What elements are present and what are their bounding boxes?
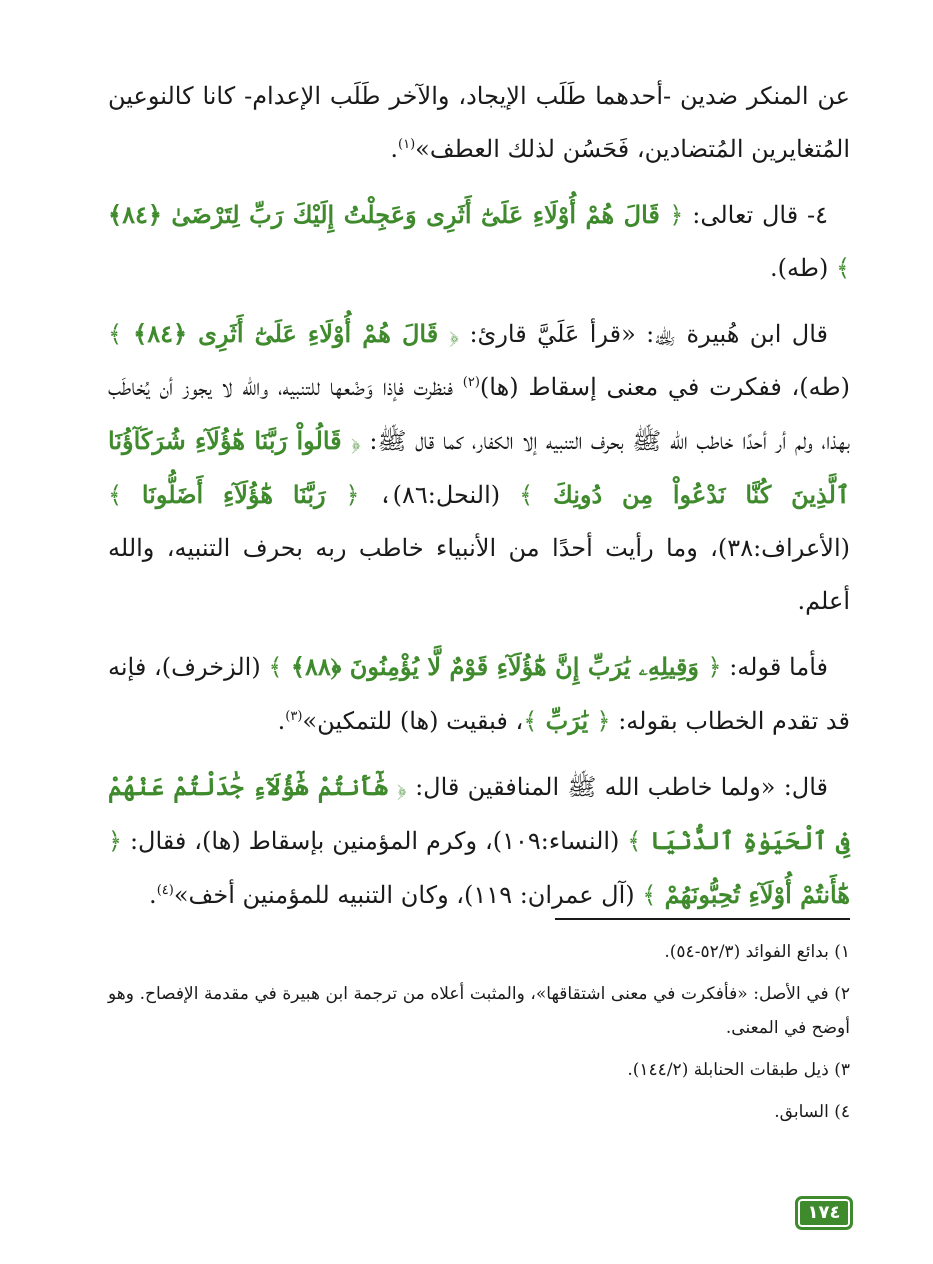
ornate-bracket: ﴾ (108, 481, 123, 509)
footnotes (108, 935, 850, 1137)
footnote-ref: (٢) (462, 375, 480, 390)
body-text: فأما قوله: (721, 653, 829, 681)
ornate-bracket: ﴾ (523, 707, 538, 735)
quran-verse: قَالَ هُمْ أُوْلَاءِ عَلَىٰٓ أَثَرِى وَعَجِلْتُ إِلَيْكَ رَبِّ لِتَرْضَىٰ ﴿٨٤﴾ (108, 200, 670, 229)
quran-verse: هَٰٓأَنتُمْ أُوْلَآءِ تُحِبُّونَهُمْ (656, 880, 850, 909)
ornate-bracket: ﴾ (642, 881, 657, 909)
quran-verse: يَٰرَبِّ (537, 706, 597, 735)
body-text: فنظرت فإذا وَضْعها للتنبيه، والله لا يجوز أن يُخاطَب بهذا، ولم أر أحدًا خاطب الله ﷺ بحرف التنبيه إلا الكفار، كما قال ﷺ: (108, 373, 850, 455)
ornate-bracket: ﴿ (707, 653, 722, 681)
paragraph (108, 760, 850, 922)
paragraph (108, 188, 850, 295)
ornate-bracket: ﴿ (396, 773, 407, 801)
footnote: ١) بدائع الفوائد (٥٢/٣-٥٤). (664, 942, 850, 962)
body-text: ، فبقيت (ها) للتمكين» (302, 707, 524, 735)
body-text: (آل عمران: ١١٩)، وكان التنبيه للمؤمنين أخف» (173, 881, 643, 909)
ornate-bracket: ﴿ (108, 827, 123, 855)
footnote: ٤) السابق. (774, 1102, 850, 1122)
ornate-bracket: ﴿ (596, 707, 611, 735)
body-text: (النساء:١٠٩)، وكرم المؤمنين بإسقاط (ها)، فقال: (122, 827, 628, 855)
footnote-separator (555, 918, 850, 920)
body-text: . (390, 135, 398, 163)
body-text: (الأعراف:٣٨)، وما رأيت أحدًا من الأنبياء خاطب ربه بحرف التنبيه، والله أعلم. (108, 534, 850, 615)
body-text: . (149, 881, 157, 909)
ornate-bracket: ﴾ (268, 653, 283, 681)
ornate-bracket: ﴿ (350, 427, 361, 455)
ornate-bracket: ﴾ (835, 254, 850, 282)
footnote: ٣) ذيل طبقات الحنابلة (١٤٤/٢). (627, 1060, 850, 1080)
quran-verse: وَقِيلِهِۦ يَٰرَبِّ إِنَّ هَٰٓؤُلَآءِ قَوْمٌ لَّا يُؤْمِنُونَ ﴿٨٨﴾ (282, 652, 708, 681)
quran-verse: رَبَّنَا هَٰٓؤُلَآءِ أَضَلُّونَا (122, 480, 346, 509)
footnote: ٢) في الأصل: «فأفكرت في معنى اشتقاقها»، والمثبت أعلاه من ترجمة ابن هبيرة في مقدمة الإفصاح. وهو أوضح في المعنى. (108, 984, 850, 1038)
body-text: . (277, 707, 286, 735)
quran-verse: قَالَ هُمْ أُوْلَاءِ عَلَىٰٓ أَثَرِى ﴿٨٤﴾ (122, 319, 450, 348)
page-number: ١٧٤ (795, 1196, 853, 1230)
footnote-ref: (٣) (285, 709, 303, 724)
ornate-bracket: ﴿ (345, 481, 360, 509)
paragraph (108, 307, 850, 628)
body-text: ٤- قال تعالى: (683, 201, 828, 229)
paragraph (108, 640, 850, 748)
body-text: (الزخرف)، فإنه قد تقدم الخطاب بقوله: (108, 653, 850, 735)
ornate-bracket: ﴾ (519, 481, 534, 509)
body-text: (النحل:٨٦)، (359, 481, 520, 509)
quran-verse: قَالُواْ رَبَّنَا هَٰٓؤُلَآءِ شُرَكَآؤُنَا ٱلَّذِينَ كُنَّا نَدْعُواْ مِن دُونِكَ (108, 426, 851, 509)
body-text: قال: «ولما خاطب الله ﷺ المنافقين قال: (406, 773, 828, 801)
ornate-bracket: ﴿ (669, 201, 684, 229)
footnote-ref: (٤) (156, 883, 174, 898)
main-text (108, 70, 850, 934)
ornate-bracket: ﴾ (108, 320, 123, 348)
quran-verse: هَٰٓأَنتُمْ هَٰٓؤُلَآءِ جَٰدَلْتُمْ عَنْهُمْ فِى ٱلْحَيَوٰةِ ٱلدُّنْيَا (108, 772, 850, 855)
body-text: عن المنكر ضدين -أحدهما طَلَب الإيجاد، والآخر طَلَب الإعدام- كانا كالنوعين المُتغايرين المُتضادين، فَحَسُن لذلك العطف» (108, 82, 851, 163)
body-text: (طه). (769, 254, 836, 282)
body-text: قال ابن هُبيرة ﵀: «قرأ عَلَيَّ قارئ: (459, 320, 828, 348)
body-text: (طه)، ففكرت في معنى إسقاط (ها) (479, 373, 850, 401)
ornate-bracket: ﴾ (627, 827, 642, 855)
footnote-ref: (١) (398, 137, 416, 152)
paragraph (108, 70, 850, 176)
ornate-bracket: ﴿ (449, 320, 460, 348)
